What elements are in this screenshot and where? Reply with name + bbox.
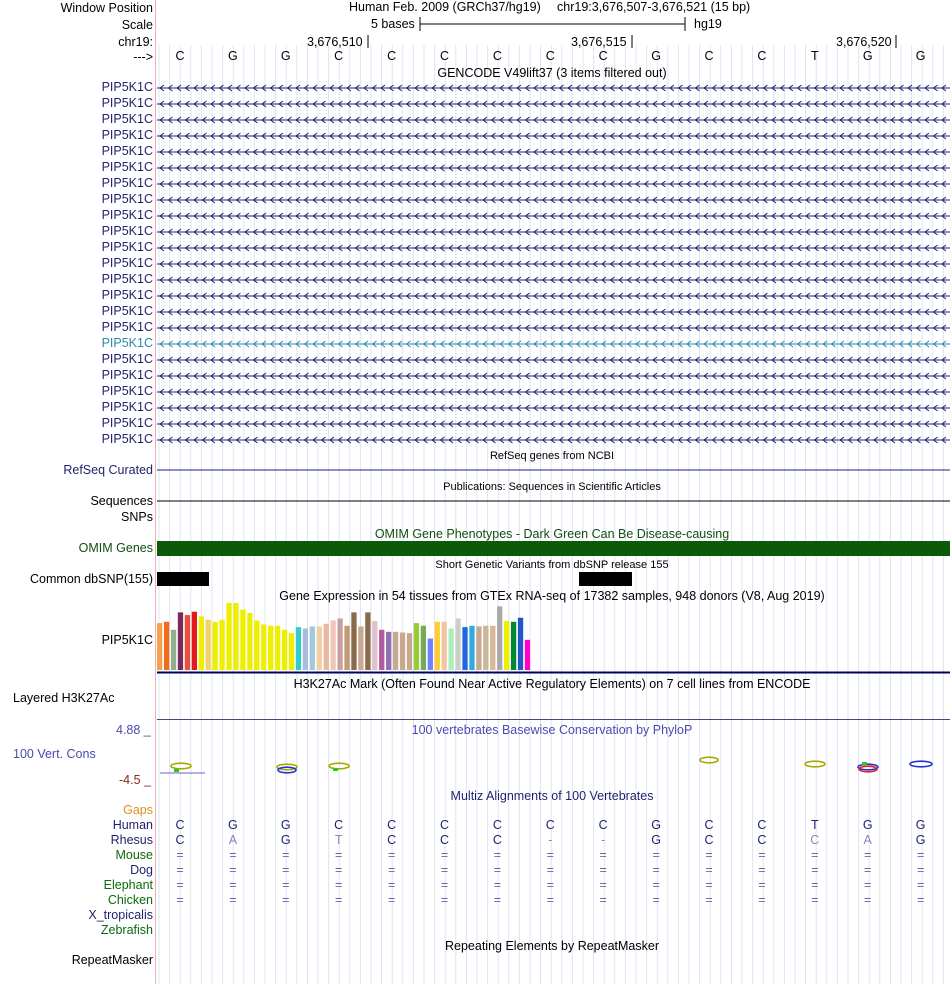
gtex-tissue-bar bbox=[157, 623, 162, 670]
gtex-tissue-bar bbox=[178, 612, 183, 670]
alignment-base: C bbox=[175, 818, 185, 832]
alignment-base: = bbox=[229, 863, 237, 877]
gtex-tissue-bar bbox=[233, 603, 238, 670]
alignment-base: = bbox=[652, 863, 660, 877]
gene-label-pip5k1c[interactable]: PIP5K1C bbox=[101, 432, 153, 446]
alignment-base: = bbox=[599, 893, 607, 907]
gtex-tissue-bar bbox=[164, 622, 169, 670]
phylop-base-glyph bbox=[700, 757, 718, 763]
alignment-base: C bbox=[439, 818, 450, 832]
sequence-base: C bbox=[704, 49, 714, 63]
omim-track-label[interactable]: OMIM Genes bbox=[78, 541, 153, 555]
alignment-base: = bbox=[864, 893, 872, 907]
phylop-track-label[interactable]: 100 Vert. Cons bbox=[13, 747, 96, 761]
gene-label-pip5k1c[interactable]: PIP5K1C bbox=[101, 352, 153, 366]
sequence-base: T bbox=[810, 49, 819, 63]
alignment-base: = bbox=[705, 893, 713, 907]
refseq-track-label[interactable]: RefSeq Curated bbox=[63, 463, 153, 477]
publications-track-title: Publications: Sequences in Scientific Articles bbox=[443, 481, 661, 493]
sequence-base: C bbox=[439, 49, 450, 63]
alignment-base: = bbox=[229, 848, 237, 862]
alignment-base: G bbox=[651, 833, 661, 847]
sequence-base: C bbox=[757, 49, 767, 63]
gtex-tissue-bar bbox=[379, 630, 384, 670]
gtex-tissue-bar bbox=[351, 612, 356, 670]
gtex-tissue-bar bbox=[331, 620, 336, 670]
alignment-base: = bbox=[335, 878, 343, 892]
gene-label-pip5k1c[interactable]: PIP5K1C bbox=[101, 176, 153, 190]
alignment-base: C bbox=[387, 833, 397, 847]
species-label-human[interactable]: Human bbox=[112, 818, 153, 832]
species-label-chicken[interactable]: Chicken bbox=[107, 893, 153, 907]
gene-label-pip5k1c[interactable]: PIP5K1C bbox=[101, 304, 153, 318]
alignment-base: T bbox=[810, 818, 819, 832]
coord-label-3: 3,676,520 bbox=[836, 35, 892, 49]
gtex-tissue-bar bbox=[226, 603, 231, 670]
gtex-tissue-bar bbox=[448, 628, 453, 670]
phylop-base-glyph bbox=[910, 761, 932, 767]
alignment-base: = bbox=[811, 863, 819, 877]
alignment-base: = bbox=[387, 848, 396, 862]
gtex-tissue-bar bbox=[192, 612, 197, 670]
gene-label-pip5k1c[interactable]: PIP5K1C bbox=[101, 160, 153, 174]
gtex-tissue-bar bbox=[344, 626, 349, 670]
gtex-tissue-bar bbox=[240, 610, 245, 670]
alignment-base: = bbox=[916, 848, 925, 862]
gtex-tissue-bar bbox=[171, 630, 176, 670]
phylop-min-label: -4.5 _ bbox=[119, 773, 151, 787]
species-label-mouse[interactable]: Mouse bbox=[115, 848, 153, 862]
gtex-tissue-bar bbox=[219, 620, 224, 670]
alignment-base: = bbox=[864, 878, 872, 892]
alignment-base: C bbox=[387, 818, 397, 832]
alignment-base: G bbox=[280, 818, 291, 832]
alignment-base: = bbox=[652, 893, 660, 907]
alignment-base: G bbox=[915, 833, 926, 847]
strand-label: ---> bbox=[133, 50, 153, 64]
alignment-base: = bbox=[652, 878, 660, 892]
gtex-tissue-bar bbox=[261, 624, 266, 670]
gtex-tissue-bar bbox=[400, 632, 405, 670]
gene-label-pip5k1c[interactable]: PIP5K1C bbox=[101, 320, 153, 334]
publications-label-snps[interactable]: SNPs bbox=[121, 510, 153, 524]
alignment-base: = bbox=[176, 878, 184, 892]
alignment-base: = bbox=[864, 848, 872, 862]
gtex-tissue-bar bbox=[310, 626, 315, 670]
alignment-base: = bbox=[916, 893, 925, 907]
gtex-tissue-bar bbox=[289, 633, 294, 670]
coord-label-1: 3,676,510 bbox=[307, 35, 363, 49]
alignment-base: C bbox=[704, 833, 714, 847]
gene-label-pip5k1c[interactable]: PIP5K1C bbox=[101, 192, 153, 206]
repeatmasker-track-title: Repeating Elements by RepeatMasker bbox=[444, 939, 660, 953]
species-label-rhesus[interactable]: Rhesus bbox=[110, 833, 153, 847]
gtex-tissue-bar bbox=[185, 615, 190, 670]
omim-gene-bar bbox=[157, 541, 950, 556]
gene-label-pip5k1c[interactable]: PIP5K1C bbox=[101, 336, 153, 350]
alignment-base: = bbox=[758, 893, 766, 907]
alignment-base: C bbox=[175, 833, 185, 847]
gtex-tissue-bar bbox=[358, 626, 363, 670]
gtex-tissue-bar bbox=[213, 622, 218, 670]
alignment-base: = bbox=[229, 893, 237, 907]
gtex-tissue-bar bbox=[469, 626, 474, 670]
assembly-title: Human Feb. 2009 (GRCh37/hg19) bbox=[349, 0, 541, 14]
gene-label-pip5k1c[interactable]: PIP5K1C bbox=[101, 144, 153, 158]
alignment-base: G bbox=[651, 818, 661, 832]
gtex-tissue-bar bbox=[504, 621, 509, 670]
gtex-tissue-bar bbox=[435, 622, 440, 670]
sequence-base: C bbox=[545, 49, 555, 63]
gtex-tissue-bar bbox=[518, 618, 523, 670]
window-position-label: Window Position bbox=[60, 1, 153, 15]
species-label-zebrafish[interactable]: Zebrafish bbox=[100, 923, 153, 937]
alignment-base: C bbox=[704, 818, 714, 832]
alignment-base: = bbox=[440, 878, 449, 892]
coord-label-2: 3,676,515 bbox=[571, 35, 627, 49]
alignment-base: C bbox=[334, 818, 344, 832]
gtex-tissue-bar bbox=[268, 626, 273, 670]
alignment-base: C bbox=[757, 833, 767, 847]
alignment-base: = bbox=[176, 863, 184, 877]
refseq-track-title: RefSeq genes from NCBI bbox=[489, 450, 615, 462]
gtex-tissue-bar bbox=[317, 626, 322, 670]
alignment-base: = bbox=[387, 893, 396, 907]
species-label-elephant[interactable]: Elephant bbox=[103, 878, 153, 892]
alignment-base: = bbox=[387, 878, 396, 892]
alignment-base: C bbox=[492, 833, 502, 847]
alignment-base: = bbox=[599, 878, 607, 892]
phylop-base-glyph bbox=[805, 761, 825, 767]
alignment-base: = bbox=[705, 878, 713, 892]
alignment-base: = bbox=[811, 848, 819, 862]
alignment-base: A bbox=[228, 833, 238, 847]
phylop-base-glyph bbox=[171, 763, 191, 769]
gencode-track-title: GENCODE V49lift37 (3 items filtered out) bbox=[437, 66, 667, 80]
gene-label-pip5k1c[interactable]: PIP5K1C bbox=[101, 400, 153, 414]
h3k27ac-track-label[interactable]: Layered H3K27Ac bbox=[13, 691, 115, 705]
phylop-base-glyph bbox=[333, 768, 338, 771]
gene-label-pip5k1c[interactable]: PIP5K1C bbox=[101, 240, 153, 254]
gtex-tissue-bar bbox=[206, 620, 211, 670]
gtex-tissue-bar bbox=[372, 621, 377, 670]
alignment-base: = bbox=[546, 878, 554, 892]
alignment-base: = bbox=[811, 893, 819, 907]
alignment-base: = bbox=[546, 893, 554, 907]
chrom-label: chr19: bbox=[118, 35, 153, 49]
sequence-base: G bbox=[915, 49, 926, 63]
position-range: chr19:3,676,507-3,676,521 (15 bp) bbox=[557, 0, 751, 14]
gtex-tissue-bar bbox=[199, 616, 204, 670]
gtex-tissue-bar bbox=[421, 626, 426, 670]
gtex-tissue-bar bbox=[497, 606, 502, 670]
multiz-track-title: Multiz Alignments of 100 Vertebrates bbox=[450, 789, 654, 803]
alignment-base: C bbox=[545, 818, 555, 832]
alignment-base: = bbox=[387, 863, 396, 877]
alignment-base: = bbox=[599, 863, 607, 877]
alignment-base: = bbox=[282, 863, 290, 877]
gtex-tissue-bar bbox=[414, 623, 419, 670]
gtex-tissue-bar bbox=[386, 632, 391, 670]
alignment-base: = bbox=[229, 878, 237, 892]
alignment-base: = bbox=[440, 863, 449, 877]
gtex-tissue-bar bbox=[365, 612, 370, 670]
gtex-tissue-bar bbox=[393, 632, 398, 670]
sequence-base: C bbox=[598, 49, 608, 63]
gtex-track-title: Gene Expression in 54 tissues from GTEx RNA-seq of 17382 samples, 948 donors (V8, Aug 2019) bbox=[279, 589, 825, 603]
h3k27ac-track-title: H3K27Ac Mark (Often Found Near Active Regulatory Elements) on 7 cell lines from ENCODE bbox=[293, 677, 811, 691]
dbsnp-track-label[interactable]: Common dbSNP(155) bbox=[30, 572, 153, 586]
sequence-base: G bbox=[228, 49, 238, 63]
alignment-base: C bbox=[439, 833, 450, 847]
alignment-base: - bbox=[601, 833, 606, 847]
alignment-base: = bbox=[864, 863, 872, 877]
dbsnp-track-title: Short Genetic Variants from dbSNP release 155 bbox=[435, 559, 669, 571]
alignment-base: = bbox=[916, 878, 925, 892]
alignment-base: = bbox=[652, 848, 660, 862]
publications-label-sequences[interactable]: Sequences bbox=[90, 494, 153, 508]
alignment-base: C bbox=[757, 818, 767, 832]
alignment-base: = bbox=[916, 863, 925, 877]
alignment-base: = bbox=[705, 848, 713, 862]
phylop-track-title: 100 vertebrates Basewise Conservation by PhyloP bbox=[411, 723, 693, 737]
alignment-base: G bbox=[862, 818, 873, 832]
alignment-base: G bbox=[915, 818, 926, 832]
gtex-tissue-bar bbox=[337, 618, 342, 670]
gtex-tissue-bar bbox=[455, 618, 460, 670]
repeatmasker-track-label[interactable]: RepeatMasker bbox=[71, 953, 153, 967]
gene-label-pip5k1c[interactable]: PIP5K1C bbox=[101, 128, 153, 142]
alignment-base: = bbox=[440, 893, 449, 907]
gtex-tissue-bar bbox=[296, 627, 301, 670]
alignment-base: = bbox=[335, 863, 343, 877]
scale-text: 5 bases bbox=[371, 17, 415, 31]
gtex-tissue-bar bbox=[511, 622, 516, 670]
alignment-base: = bbox=[546, 848, 554, 862]
gtex-tissue-bar bbox=[303, 628, 308, 670]
sequence-base: G bbox=[651, 49, 661, 63]
multiz-gaps-label: Gaps bbox=[123, 803, 153, 817]
gtex-tissue-bar bbox=[483, 626, 488, 670]
gtex-track-label[interactable]: PIP5K1C bbox=[101, 633, 153, 647]
sequence-base: C bbox=[387, 49, 397, 63]
gene-label-pip5k1c[interactable]: PIP5K1C bbox=[101, 272, 153, 286]
gene-label-pip5k1c[interactable]: PIP5K1C bbox=[101, 96, 153, 110]
alignment-base: C bbox=[598, 818, 608, 832]
alignment-base: = bbox=[282, 848, 290, 862]
gene-label-pip5k1c[interactable]: PIP5K1C bbox=[101, 384, 153, 398]
gene-label-pip5k1c[interactable]: PIP5K1C bbox=[101, 256, 153, 270]
gtex-tissue-bar bbox=[525, 640, 530, 670]
gtex-tissue-bar bbox=[407, 633, 412, 670]
alignment-base: = bbox=[811, 878, 819, 892]
species-label-dog[interactable]: Dog bbox=[130, 863, 153, 877]
sequence-base: C bbox=[175, 49, 185, 63]
gtex-tissue-bar bbox=[282, 630, 287, 670]
gene-label-pip5k1c[interactable]: PIP5K1C bbox=[101, 208, 153, 222]
alignment-base: - bbox=[548, 833, 553, 847]
gene-label-pip5k1c[interactable]: PIP5K1C bbox=[101, 368, 153, 382]
sequence-base: G bbox=[280, 49, 291, 63]
alignment-base: = bbox=[282, 893, 290, 907]
alignment-base: A bbox=[863, 833, 872, 847]
alignment-base: C bbox=[810, 833, 820, 847]
gtex-tissue-bar bbox=[254, 620, 259, 670]
alignment-base: = bbox=[705, 863, 713, 877]
gtex-tissue-bar bbox=[428, 639, 433, 670]
gene-label-pip5k1c[interactable]: PIP5K1C bbox=[101, 416, 153, 430]
gene-label-pip5k1c[interactable]: PIP5K1C bbox=[101, 112, 153, 126]
alignment-base: G bbox=[280, 833, 291, 847]
alignment-base: = bbox=[493, 848, 502, 862]
species-label-x-tropicalis[interactable]: X_tropicalis bbox=[88, 908, 153, 922]
dbsnp-variant-block bbox=[157, 572, 209, 586]
gtex-tissue-bar bbox=[247, 613, 252, 670]
alignment-base: = bbox=[493, 893, 502, 907]
alignment-base: = bbox=[440, 848, 449, 862]
phylop-base-glyph bbox=[862, 762, 867, 765]
scale-label: Scale bbox=[121, 18, 153, 32]
alignment-base: G bbox=[228, 818, 238, 832]
omim-track-title: OMIM Gene Phenotypes - Dark Green Can Be Disease-causing bbox=[374, 527, 730, 541]
phylop-max-label: 4.88 _ bbox=[116, 723, 151, 737]
gene-label-pip5k1c[interactable]: PIP5K1C bbox=[101, 288, 153, 302]
sequence-base: C bbox=[334, 49, 344, 63]
alignment-base: = bbox=[282, 878, 290, 892]
alignment-base: = bbox=[335, 848, 343, 862]
alignment-base: = bbox=[599, 848, 607, 862]
alignment-base: = bbox=[176, 848, 184, 862]
gtex-tissue-bar bbox=[275, 626, 280, 670]
gene-label-pip5k1c[interactable]: PIP5K1C bbox=[101, 80, 153, 94]
alignment-base: = bbox=[176, 893, 184, 907]
alignment-base: = bbox=[758, 848, 766, 862]
db-name: hg19 bbox=[694, 17, 722, 31]
gtex-tissue-bar bbox=[324, 624, 329, 670]
alignment-base: = bbox=[335, 893, 343, 907]
alignment-base: = bbox=[493, 878, 502, 892]
alignment-base: = bbox=[493, 863, 502, 877]
gtex-tissue-bar bbox=[442, 622, 447, 670]
gene-label-pip5k1c[interactable]: PIP5K1C bbox=[101, 224, 153, 238]
alignment-base: = bbox=[758, 878, 766, 892]
alignment-base: C bbox=[492, 818, 502, 832]
alignment-base: = bbox=[758, 863, 766, 877]
alignment-base: T bbox=[334, 833, 343, 847]
gtex-tissue-bar bbox=[490, 626, 495, 670]
gtex-tissue-bar bbox=[462, 627, 467, 670]
alignment-base: = bbox=[546, 863, 554, 877]
sequence-base: G bbox=[862, 49, 873, 63]
dbsnp-variant-block bbox=[579, 572, 632, 586]
gtex-tissue-bar bbox=[476, 626, 481, 670]
sequence-base: C bbox=[492, 49, 502, 63]
phylop-base-glyph bbox=[174, 769, 179, 772]
